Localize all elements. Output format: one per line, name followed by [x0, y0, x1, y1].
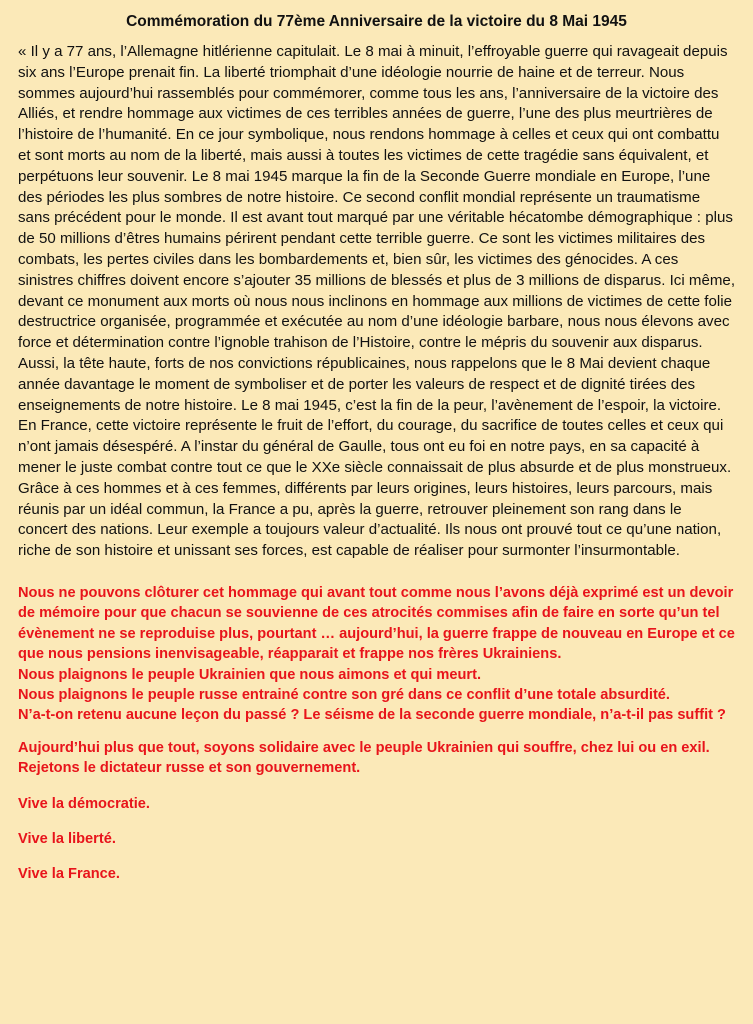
closing-text-democracy: Vive la démocratie.	[18, 795, 150, 812]
speech-paragraph-2: Aussi, la tête haute, forts de nos convictions républicaines, nous rappelons que le 8 Mai devient chaque année davantage le moment de symboliser et de porter les valeurs de respect et de dignité tirées des enseignements de notre histoire. Le 8 mai 1945, c’est la fin de la peur, l’avènement de l’espoir, la victoire.	[18, 354, 722, 414]
ukraine-statement	[18, 583, 735, 726]
speech-body	[18, 42, 735, 562]
closing-text-france: Vive la France.	[18, 866, 120, 883]
document-title: Commémoration du 77ème Anniversaire de la victoire du 8 Mai 1945	[126, 13, 627, 30]
ukraine-statement-line-2: Nous plaignons le peuple Ukrainien que nous aimons et qui meurt.	[18, 666, 482, 683]
solidarity-statement	[18, 738, 735, 779]
closing-line-france	[18, 864, 735, 884]
ukraine-statement-line-1: Nous ne pouvons clôturer cet hommage qui avant tout comme nous l’avons déjà exprimé est un devoir de mémoire pour que chacun se souvienne de ces atrocités commises afin de faire en sorte qu’un tel évènement ne se reproduise plus, pourtant … aujourd’hui, la guerre frappe de nouveau en Europe et ce que nous pensions inenvisageable, réapparait et frappe nos frères Ukrainiens.	[18, 584, 735, 663]
speech-paragraph-3: En France, cette victoire représente le fruit de l’effort, du courage, du sacrifice de toutes celles et ceux qui n’ont jamais désespéré. A l’instar du général de Gaulle, tous ont eu foi en notre pays, en sa capacité à mener le juste combat contre tout ce que le XXe siècle connaissait de plus absurde et de plus monstrueux. Grâce à ces hommes et à ces femmes, différents par leurs origines, leurs histoires, leurs parcours, mais réunis par un idéal commun, la France a pu, après la guerre, retrouver pleinement son rang dans le concert des nations. Leur exemple a toujours valeur d’actualité. Ils nous ont prouvé tout ce qu’une nation, riche de son histoire et unissant ses forces, est capable de réaliser pour surmonter l’insurmontable.	[18, 417, 732, 560]
solidarity-text: Aujourd’hui plus que tout, soyons solidaire avec le peuple Ukrainien qui souffre, chez lui ou en exil. Rejetons le dictateur russe et son gouvernement.	[18, 739, 710, 777]
closing-line-democracy	[18, 794, 735, 814]
ukraine-statement-line-3: Nous plaignons le peuple russe entrainé contre son gré dans ce conflit d’une totale absurdité.	[18, 686, 670, 703]
speech-paragraph-1: « Il y a 77 ans, l’Allemagne hitlérienne capitulait. Le 8 mai à minuit, l’effroyable guerre qui ravageait depuis six ans l’Europe prenait fin. La liberté triomphait d’une idéologie nourrie de haine et de terreur. Nous sommes aujourd’hui rassemblés pour commémorer, comme tous les ans, l’anniversaire de la victoire des Alliés, et rendre hommage aux victimes de ces terribles années de guerre, l’une des plus meurtrières de l’histoire de l’humanité. En ce jour symbolique, nous rendons hommage à celles et ceux qui ont combattu et sont morts au nom de la liberté, mais aussi à toutes les victimes de cette tragédie sans équivalent, et perpétuons leur souvenir. Le 8 mai 1945 marque la fin de la Seconde Guerre mondiale en Europe, l’une des périodes les plus sombres de notre histoire. Ce second conflit mondial représente un traumatisme sans précédent pour le monde. Il est avant tout marqué par une véritable hécatombe démographique : plus de 50 millions d’êtres humains périrent pendant cette terrible guerre. Ce sont les victimes militaires des combats, les pertes civiles dans les bombardements et, bien sûr, les victimes des génocides. A ces sinistres chiffres doivent encore s’ajouter 35 millions de blessés et plus de 3 millions de disparus. Ici même, devant ce monument aux morts où nous nous inclinons en hommage aux millions de victimes de cette folie destructrice organisée, programmée et exécutée au nom d’une idéologie barbare, nous nous élevons avec force et détermination contre l’ignoble trahison de l’Histoire, contre le mépris du souvenir aux disparus.	[18, 43, 736, 352]
closing-text-liberty: Vive la liberté.	[18, 830, 116, 847]
closing-line-liberty	[18, 829, 735, 849]
ukraine-statement-line-4: N’a-t-on retenu aucune leçon du passé ? Le séisme de la seconde guerre mondiale, n’a-t-il pas suffit ?	[18, 707, 726, 724]
